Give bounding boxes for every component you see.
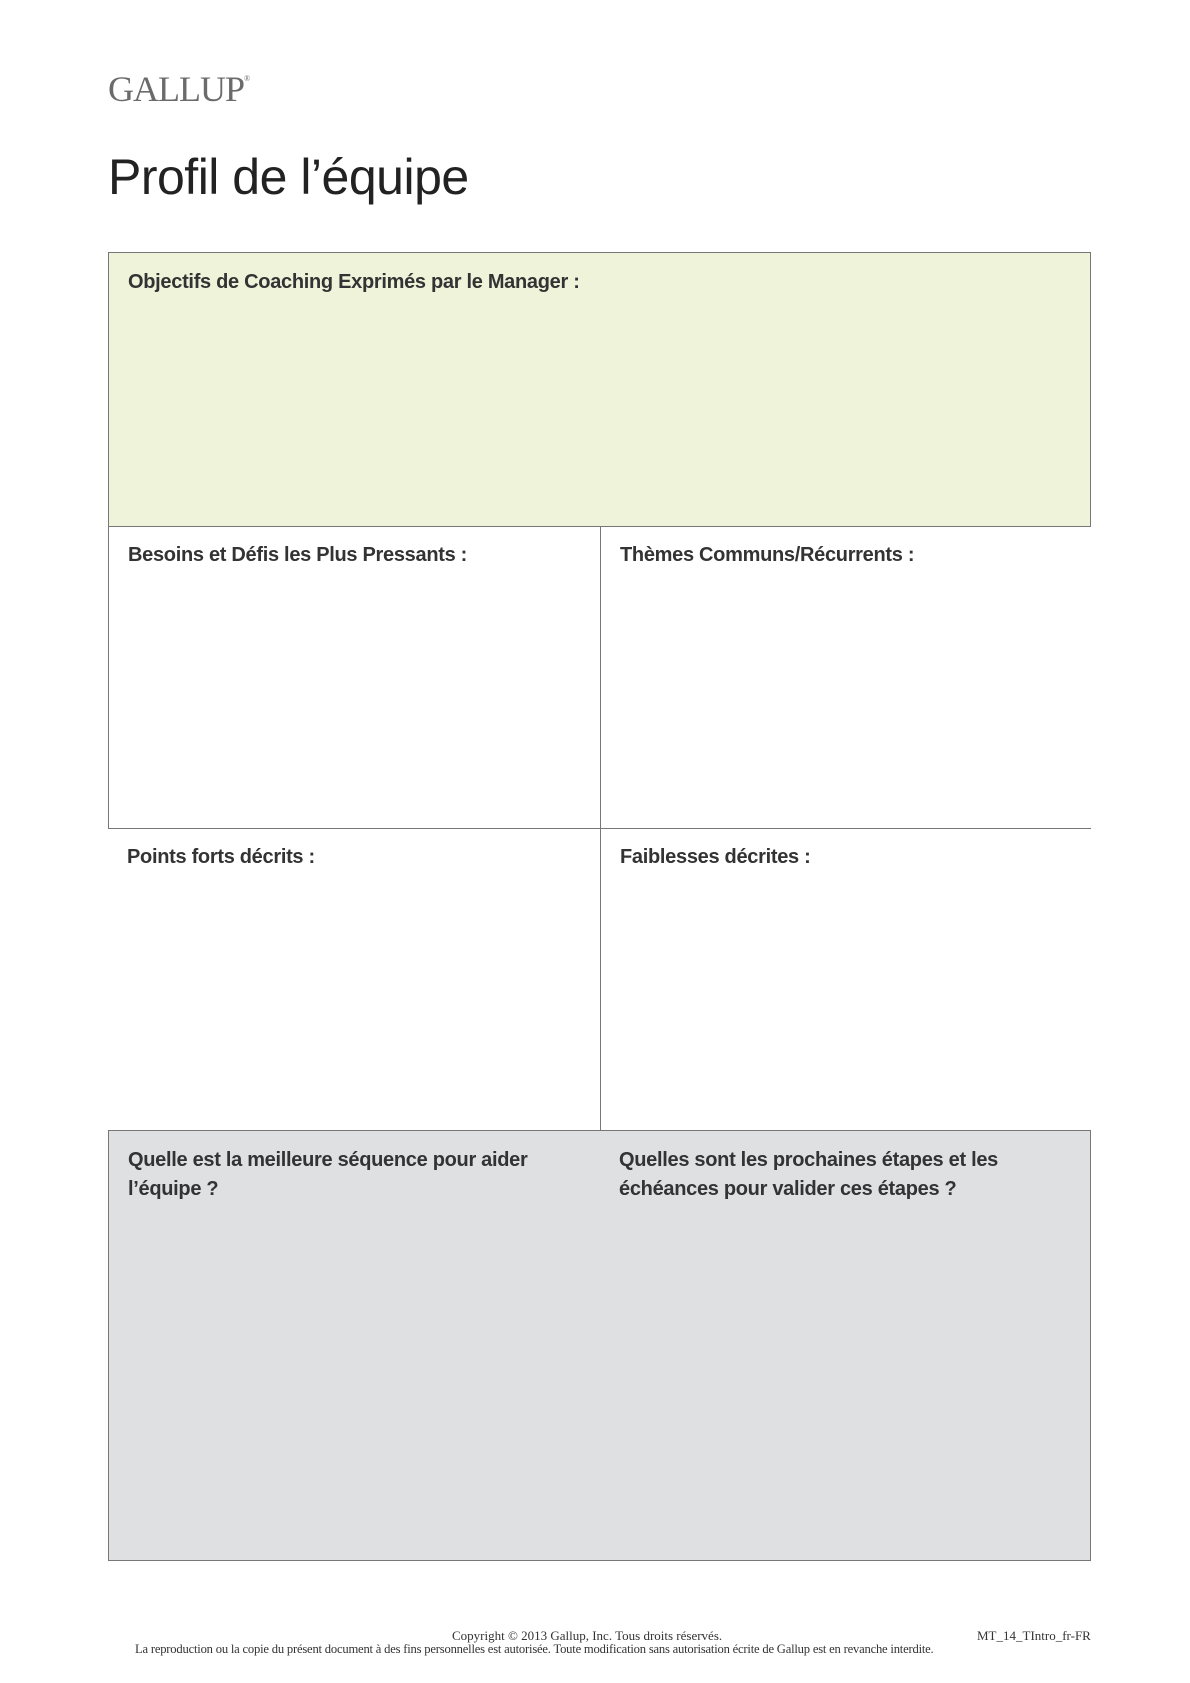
coaching-goals-box[interactable]	[108, 252, 1091, 527]
strengths-box[interactable]	[108, 828, 600, 1131]
themes-label: Thèmes Communs/Récurrents :	[620, 544, 915, 566]
document-code: MT_14_TIntro_fr-FR	[977, 1628, 1091, 1643]
logo-text: GALLUP	[108, 69, 244, 109]
weaknesses-box[interactable]	[600, 828, 1091, 1131]
next-steps-label: Quelles sont les prochaines étapes et les échéances pour valider ces étapes ?	[619, 1149, 998, 1200]
gallup-logo	[108, 68, 249, 110]
weaknesses-label: Faiblesses décrites :	[620, 846, 811, 868]
needs-box[interactable]	[108, 526, 600, 829]
copyright-text: Copyright © 2013 Gallup, Inc. Tous droits réservés.	[452, 1628, 723, 1643]
sequence-label: Quelle est la meilleure séquence pour aider l’équipe ?	[128, 1149, 528, 1200]
coaching-goals-label: Objectifs de Coaching Exprimés par le Manager :	[128, 271, 580, 293]
needs-label: Besoins et Défis les Plus Pressants :	[128, 544, 468, 566]
registered-mark: ®	[244, 74, 250, 83]
page-title: Profil de l’équipe	[108, 149, 469, 205]
next-steps-box[interactable]	[600, 1130, 1091, 1561]
themes-box[interactable]	[600, 526, 1091, 829]
reproduction-notice: La reproduction ou la copie du présent document à des fins personnelles est autorisée. Toute modification sans autorisation écrite de Gallup est en revanche interdite.	[135, 1642, 934, 1656]
strengths-label: Points forts décrits :	[127, 846, 315, 868]
sequence-box[interactable]	[108, 1130, 601, 1561]
